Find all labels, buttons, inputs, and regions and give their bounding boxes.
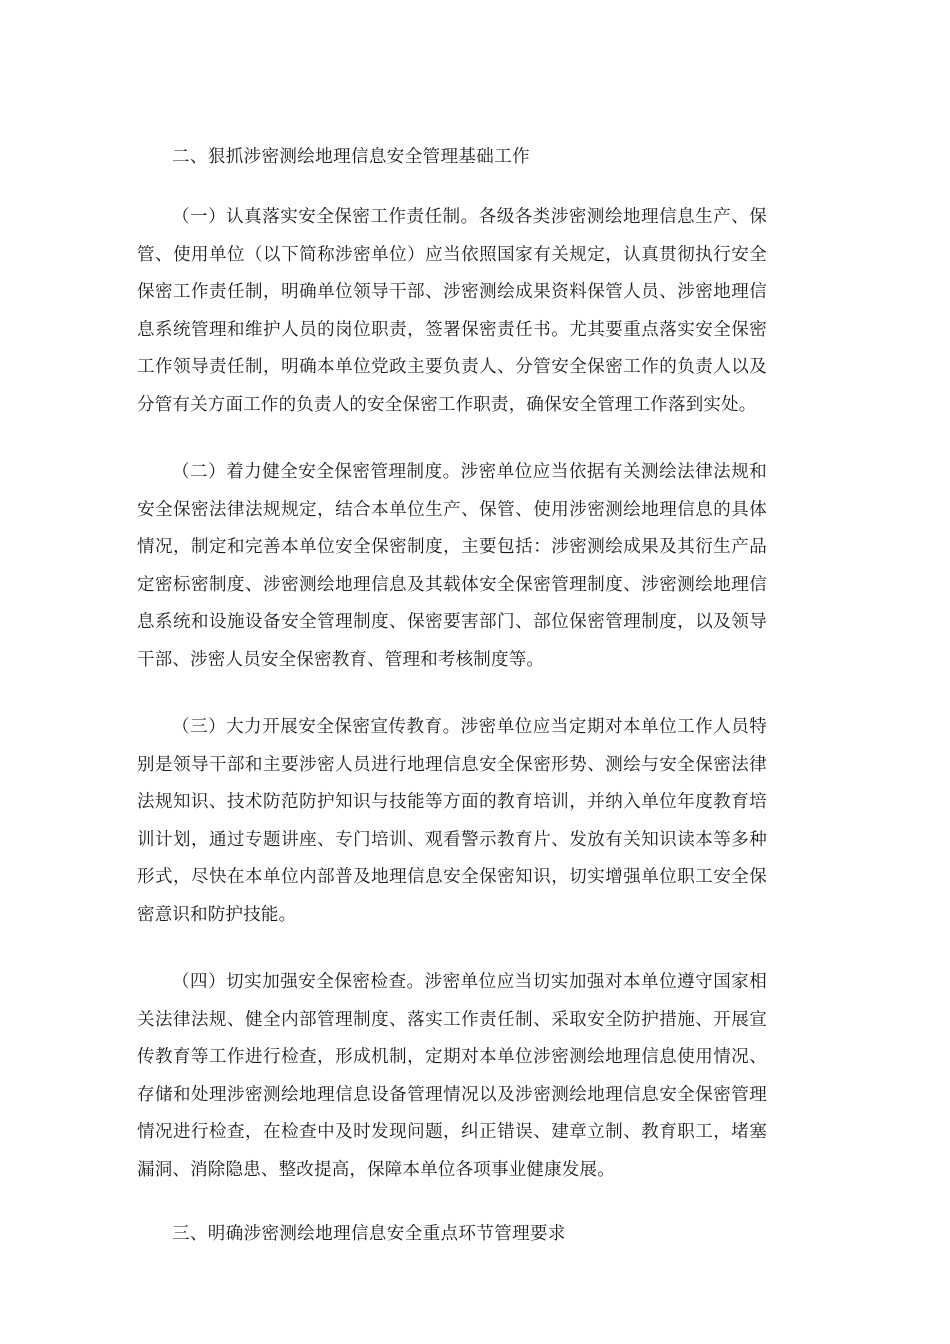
- spacer: [137, 679, 767, 709]
- spacer: [137, 934, 767, 964]
- spacer: [137, 172, 767, 199]
- section-three-heading: 三、明确涉密测绘地理信息安全重点环节管理要求: [172, 1224, 566, 1244]
- document-body: [137, 142, 767, 1249]
- spacer: [137, 424, 767, 454]
- section-two-heading: 二、狠抓涉密测绘地理信息安全管理基础工作: [172, 147, 530, 167]
- paragraph-inspection: （四）切实加强安全保密检查。涉密单位应当切实加强对本单位遵守国家相关法律法规、健全内部管理制度、落实工作责任制、采取安全防护措施、开展宣传教育等工作进行检查，形成机制，定期对本单位涉密测绘地理信息使用情况、存储和处理涉密测绘地理信息设备管理情况以及涉密测绘地理信息安全保密管理情况进行检查，在检查中及时发现问题，纠正错误、建章立制、教育职工，堵塞漏洞、消除隐患、整改提高，保障本单位各项事业健康发展。: [137, 972, 767, 1180]
- paragraph-education: （三）大力开展安全保密宣传教育。涉密单位应当定期对本单位工作人员特别是领导干部和主要涉密人员进行地理信息安全保密形势、测绘与安全保密法律法规知识、技术防范防护知识与技能等方面的教育培训，并纳入单位年度教育培训计划，通过专题讲座、专门培训、观看警示教育片、发放有关知识读本等多种形式，尽快在本单位内部普及地理信息安全保密知识，切实增强单位职工安全保密意识和防护技能。: [137, 717, 767, 925]
- paragraph-management-rules: （二）着力健全安全保密管理制度。涉密单位应当依据有关测绘法律法规和安全保密法律法规规定，结合本单位生产、保管、使用涉密测绘地理信息的具体情况，制定和完善本单位安全保密制度，主要包括：涉密测绘成果及其衍生产品定密标密制度、涉密测绘地理信息及其载体安全保密管理制度、涉密测绘地理信息系统和设施设备安全管理制度、保密要害部门、部位保密管理制度，以及领导干部、涉密人员安全保密教育、管理和考核制度等。: [137, 462, 767, 670]
- paragraph-responsibility-system: （一）认真落实安全保密工作责任制。各级各类涉密测绘地理信息生产、保管、使用单位（以下简称涉密单位）应当依照国家有关规定，认真贯彻执行安全保密工作责任制，明确单位领导干部、涉密测绘成果资料保管人员、涉密地理信息系统管理和维护人员的岗位职责，签署保密责任书。尤其要重点落实安全保密工作领导责任制，明确本单位党政主要负责人、分管安全保密工作的负责人以及分管有关方面工作的负责人的安全保密工作职责，确保安全管理工作落到实处。: [137, 207, 767, 415]
- spacer: [137, 1189, 767, 1219]
